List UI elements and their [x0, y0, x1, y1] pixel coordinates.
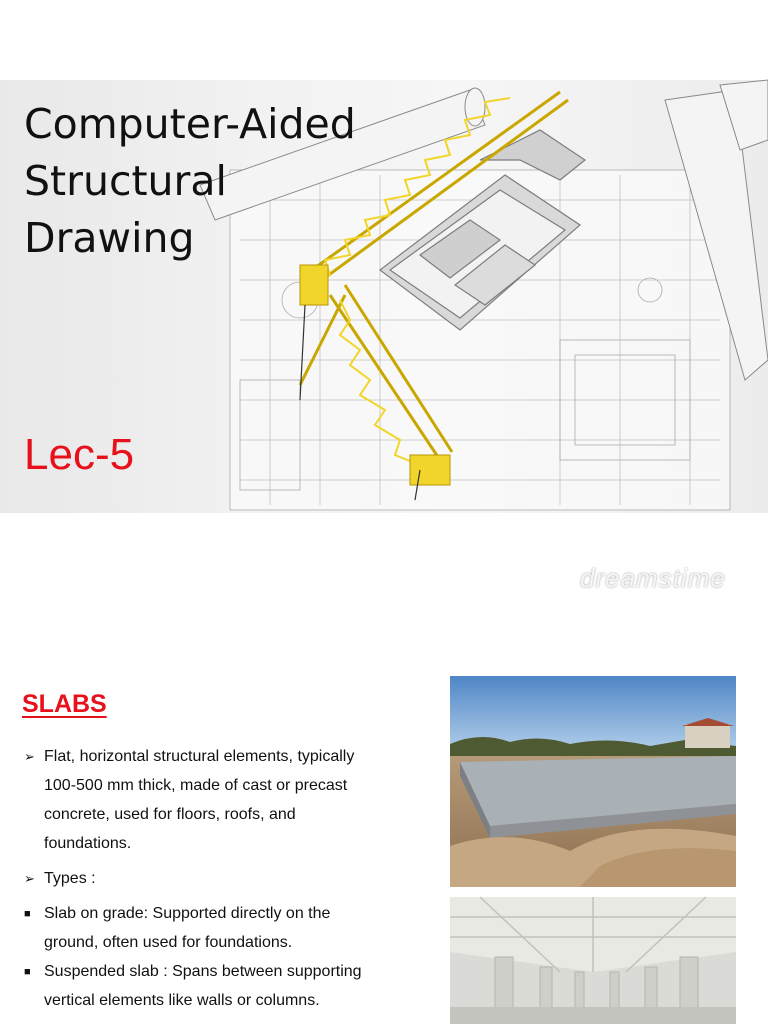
arrow-bullet-icon: ➢	[24, 871, 35, 886]
slab-on-grade-photo	[450, 676, 736, 887]
suspended-slab-photo	[450, 897, 736, 1024]
bullet-text: Slab on grade: Supported directly on the ground, often used for foundations.	[44, 905, 331, 951]
list-item	[24, 864, 384, 893]
list-item	[24, 899, 384, 957]
title-line: Computer-Aided	[24, 100, 356, 148]
bullet-text: Suspended slab : Spans between supporting vertical elements like walls or columns.	[44, 963, 362, 1009]
title-line: Drawing	[24, 214, 195, 262]
square-bullet-icon: ■	[24, 908, 31, 920]
bullet-text: Flat, horizontal structural elements, typically 100-500 mm thick, made of cast or precast concrete, used for floors, roofs, and foundations.	[44, 748, 355, 852]
arrow-bullet-icon: ➢	[24, 749, 35, 764]
watermark-text: dreamstime	[580, 563, 726, 593]
square-bullet-icon: ■	[24, 966, 31, 978]
section-heading: SLABS	[22, 690, 107, 718]
bullet-text: Types :	[44, 870, 96, 887]
title-line: Structural	[24, 157, 227, 205]
lecture-number: Lec-5	[24, 430, 135, 479]
list-item	[24, 742, 384, 858]
list-item	[24, 957, 384, 1015]
presentation-title	[24, 96, 404, 267]
